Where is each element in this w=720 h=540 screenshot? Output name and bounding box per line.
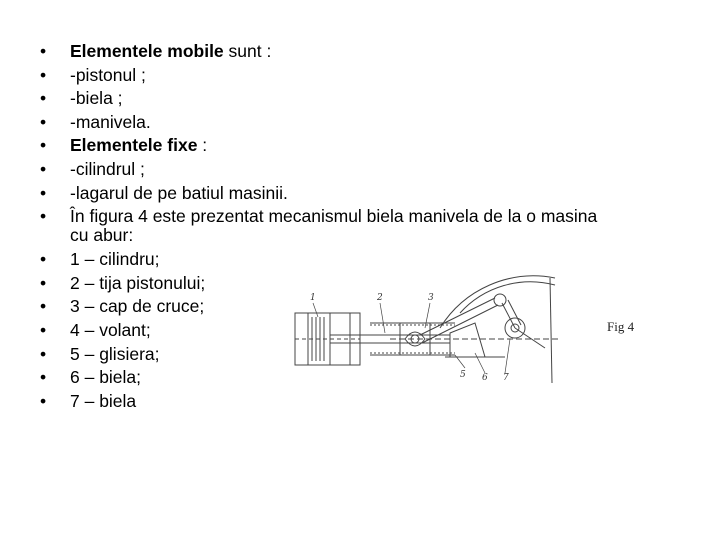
fixe-heading: Elementele fixe (70, 135, 198, 156)
mechanism-figure (270, 273, 650, 393)
figura-line-1: În figura 4 este prezentat mecanismul biela manivela de la o masina (70, 206, 598, 227)
list-item: • -pistonul ; (40, 64, 700, 88)
flywheel-drawing (390, 276, 560, 383)
bearing-drawing (445, 323, 505, 357)
list-item: • -cilindrul ; (40, 158, 700, 182)
list-item: • 3 – cap de cruce; (40, 295, 700, 319)
fixe-heading-rest: : (197, 135, 208, 156)
figure-label-2: 2 (377, 293, 383, 303)
figure-label-6: 6 (482, 373, 488, 383)
mechanism-drawing (270, 273, 650, 393)
list-item: • 4 – volant; (40, 319, 700, 343)
figure-caption: Fig 4 (607, 319, 635, 334)
list-item: • 1 – cilindru; (40, 248, 700, 272)
list-item (40, 134, 700, 158)
figure-label-7: 7 (503, 373, 509, 383)
list-item (40, 40, 700, 64)
list-item: • 5 – glisiera; (40, 343, 700, 367)
list-item: • -biela ; (40, 87, 700, 111)
list-item: • 2 – tija pistonului; (40, 272, 700, 296)
list-item: • 6 – biela; (40, 366, 700, 390)
figure-label-3: 3 (428, 293, 434, 303)
cylinder-drawing (295, 313, 360, 365)
list-item (40, 205, 700, 248)
figure-label-1: 1 (310, 293, 316, 303)
figure-label-5: 5 (460, 370, 466, 380)
list-item: • 7 – biela (40, 390, 700, 414)
figura-line-2: cu abur: (70, 225, 134, 246)
mobile-heading: Elementele mobile (70, 41, 224, 61)
list-item: • -lagarul de pe batiul masinii. (40, 182, 700, 206)
mobile-heading-rest: sunt : (223, 41, 272, 61)
list-item: • -manivela. (40, 111, 700, 135)
